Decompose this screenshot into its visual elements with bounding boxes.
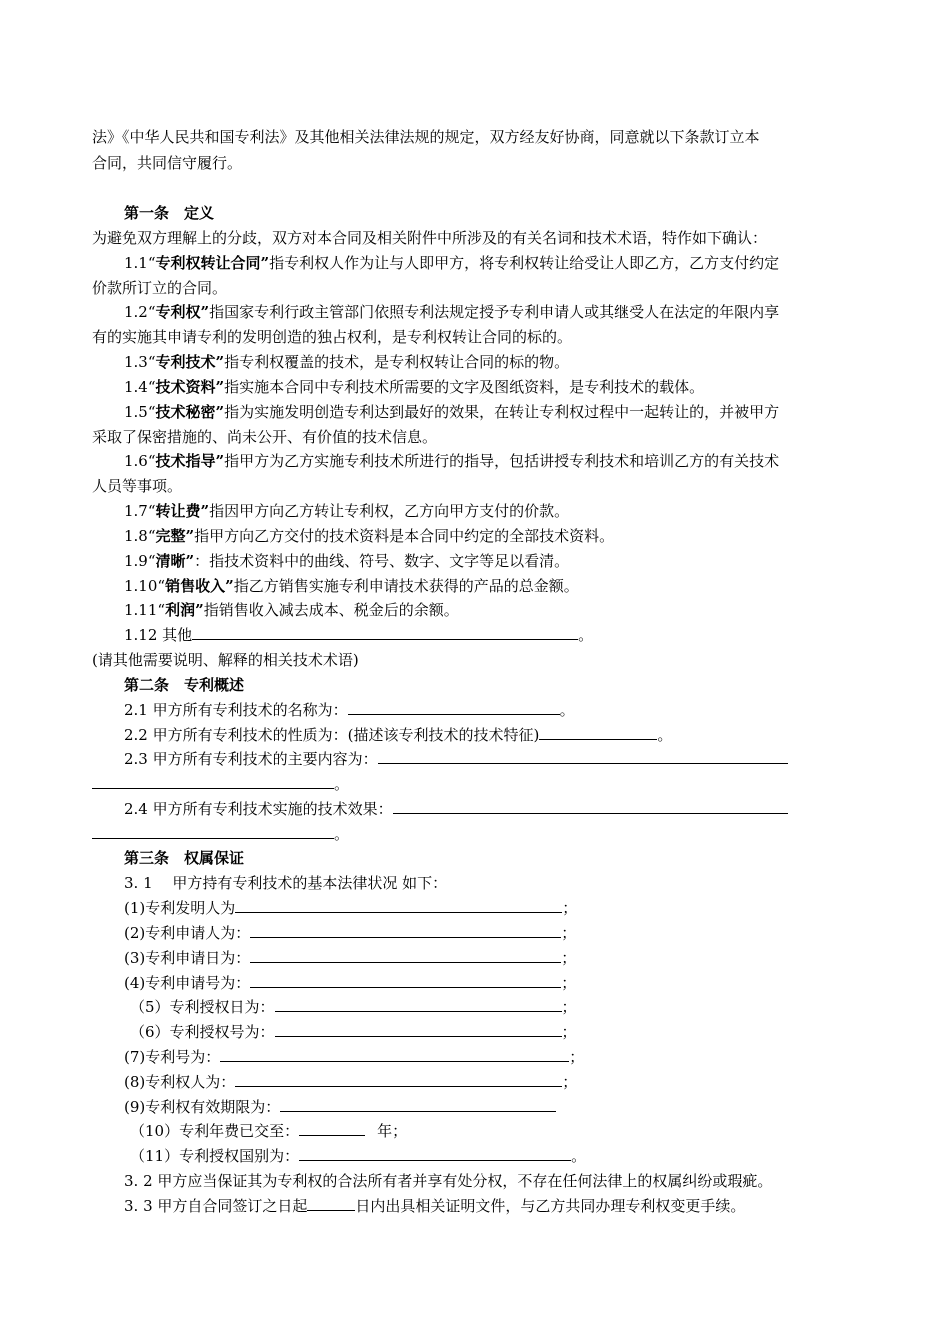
- definition-1-5-cont: 采取了保密措施的、尚未公开、有价值的技术信息。: [92, 428, 438, 446]
- patentee-field: (8)专利权人为： ；: [124, 1073, 578, 1091]
- patent-effect-blank-2[interactable]: [92, 824, 334, 839]
- other-terms-blank[interactable]: [192, 625, 578, 640]
- definition-1-2-cont: 有的实施其申请专利的发明创造的独占权利，是专利权转让合同的标的。: [92, 328, 573, 346]
- patent-content-cont: 。: [92, 774, 349, 794]
- patentee-blank[interactable]: [235, 1072, 562, 1087]
- article-1-lead: 为避免双方理解上的分歧，双方对本合同及相关附件中所涉及的有关名词和技术术语，特作如下确认：: [92, 229, 768, 247]
- patent-nature-line: 2.2 甲方所有专利技术的性质为：(描述该专利技术的技术特征) 。: [124, 726, 673, 744]
- application-date-blank[interactable]: [250, 948, 561, 963]
- intro-line-2: 合同，共同信守履行。: [92, 154, 243, 172]
- patent-name-blank[interactable]: [348, 700, 560, 715]
- patent-name-line: 2.1 甲方所有专利技术的名称为： 。: [124, 701, 575, 719]
- grant-date-blank[interactable]: [275, 997, 562, 1012]
- patent-content-line: 2.3 甲方所有专利技术的主要内容为：: [124, 749, 788, 769]
- grant-country-field: （11）专利授权国别为： 。: [130, 1147, 587, 1165]
- validity-term-field: (9)专利权有效期限为：: [124, 1097, 556, 1117]
- definition-1-4: 1.4“技术资料”指实施本合同中专利技术所需要的文字及图纸资料，是专利技术的载体。: [124, 378, 705, 396]
- application-date-field: (3)专利申请日为： ；: [124, 949, 577, 967]
- inventor-field: (1)专利发明人为 ；: [124, 899, 578, 917]
- intro-line-1: 法》《中华人民共和国专利法》及其他相关法律法规的规定，双方经友好协商，同意就以下条款订立本: [92, 128, 760, 146]
- patent-content-blank-2[interactable]: [92, 774, 334, 789]
- ownership-warranty: 3. 2 甲方应当保证其为专利权的合法所有者并享有处分权，不存在任何法律上的权属纠纷或瑕疵。: [124, 1172, 773, 1190]
- grant-number-blank[interactable]: [275, 1022, 562, 1037]
- patent-number-field: (7)专利号为： ；: [124, 1048, 585, 1066]
- article-3-title: 第三条 权属保证: [124, 849, 245, 867]
- article-1-title: 第一条 定义: [124, 204, 215, 222]
- grant-number-field: （6）专利授权号为： ；: [130, 1023, 577, 1041]
- grant-date-field: （5）专利授权日为： ；: [130, 998, 577, 1016]
- definition-1-7: 1.7“转让费”指因甲方向乙方转让专利权，乙方向甲方支付的价款。: [124, 502, 570, 520]
- definition-1-10: 1.10“销售收入”指乙方销售实施专利申请技术获得的产品的总金额。: [124, 577, 579, 595]
- applicant-blank[interactable]: [250, 923, 561, 938]
- patent-effect-blank[interactable]: [393, 799, 788, 814]
- patent-effect-cont: 。: [92, 824, 349, 844]
- definition-1-6: 1.6“技术指导”指甲方为乙方实施专利技术所进行的指导，包括讲授专利技术和培训乙方的有关技术: [124, 452, 780, 470]
- annual-fee-field: （10）专利年费已交至： 年；: [130, 1122, 408, 1140]
- definition-1-11: 1.11“利润”指销售收入减去成本、税金后的余额。: [124, 601, 459, 619]
- definition-1-5: 1.5“技术秘密”指为实施发明创造专利达到最好的效果，在转让专利权过程中一起转让的，并被甲方: [124, 403, 780, 421]
- definition-1-6-cont: 人员等事项。: [92, 477, 183, 495]
- definition-1-2: 1.2“专利权”指国家专利行政主管部门依照专利法规定授予专利申请人或其继受人在法定的年限内享: [124, 303, 780, 321]
- definition-1-1-cont: 价款所订立的合同。: [92, 279, 228, 297]
- grant-country-blank[interactable]: [299, 1146, 571, 1161]
- days-blank[interactable]: [307, 1196, 355, 1211]
- transfer-procedure: 3. 3 甲方自合同签订之日起 日内出具相关证明文件，与乙方共同办理专利权变更手续。: [124, 1197, 746, 1215]
- application-number-field: (4)专利申请号为： ；: [124, 974, 577, 992]
- definition-1-8: 1.8“完整”指甲方向乙方交付的技术资料是本合同中约定的全部技术资料。: [124, 527, 615, 545]
- patent-effect-line: 2.4 甲方所有专利技术实施的技术效果：: [124, 799, 788, 819]
- article-2-title: 第二条 专利概述: [124, 676, 245, 694]
- validity-term-blank[interactable]: [280, 1097, 556, 1112]
- definition-1-1: 1.1“专利权转让合同”指专利权人作为让与人即甲方，将专利权转让给受让人即乙方，乙方支付约定: [124, 254, 780, 272]
- definition-1-12: 1.12 其他 。: [124, 626, 594, 644]
- patent-nature-blank[interactable]: [539, 725, 657, 740]
- annual-fee-year-blank[interactable]: [299, 1121, 365, 1136]
- inventor-blank[interactable]: [235, 898, 562, 913]
- definition-note: (请其他需要说明、解释的相关技术术语): [92, 651, 359, 669]
- definition-1-3: 1.3“专利技术”指专利权覆盖的技术，是专利权转让合同的标的物。: [124, 353, 570, 371]
- application-number-blank[interactable]: [250, 973, 561, 988]
- applicant-field: (2)专利申请人为： ；: [124, 924, 577, 942]
- patent-content-blank[interactable]: [378, 749, 788, 764]
- patent-number-blank[interactable]: [220, 1047, 569, 1062]
- definition-1-9: 1.9“清晰”：指技术资料中的曲线、符号、数字、文字等足以看清。: [124, 552, 570, 570]
- legal-status-lead: 3. 1 甲方持有专利技术的基本法律状况 如下：: [124, 874, 448, 892]
